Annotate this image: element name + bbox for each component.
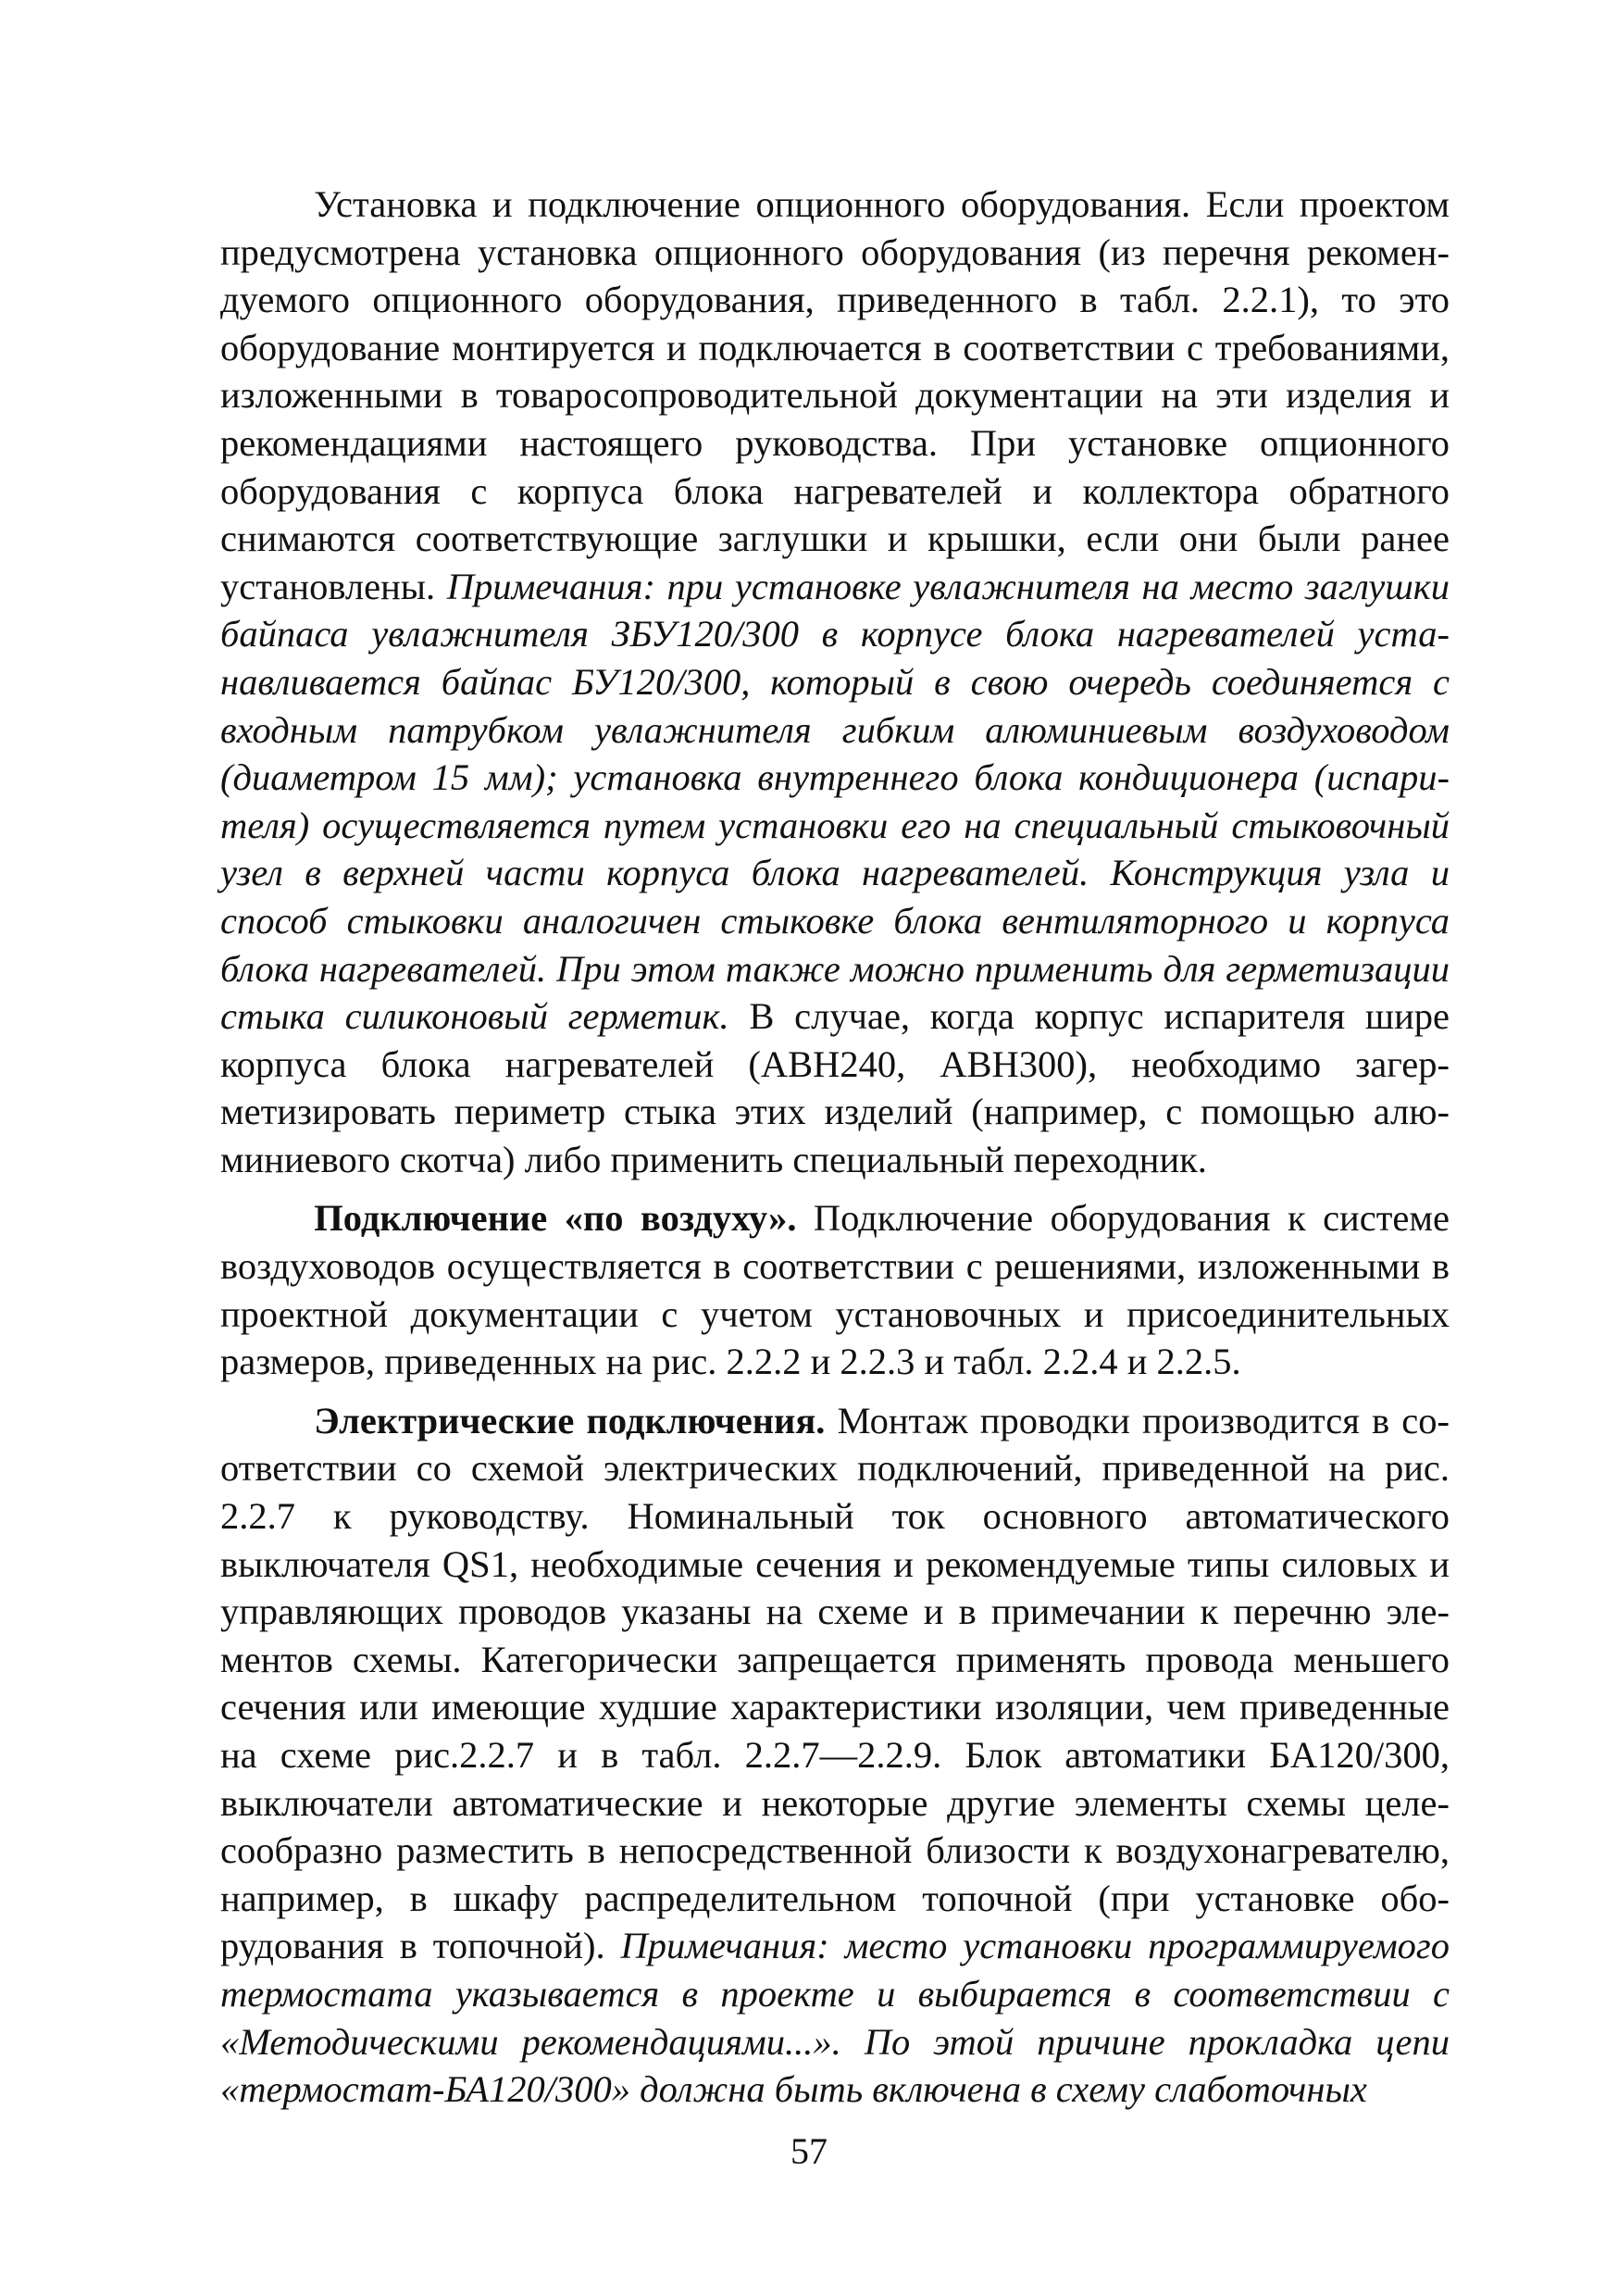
paragraph-air-connection [220,1194,1450,1385]
paragraph-1-text-2: В случае, когда корпус испарителя шире корпуса блока нагревателей (АВН240, АВН300), необходимо загерметизировать периметр стыка этих изделий (например, с помощью алюминиевого скотча) либо применить специальный переходник. [220,995,1450,1180]
paragraph-electrical-connections [220,1397,1450,2114]
paragraph-3-note: Примечания: место установки программируемого термостата указывается в проекте и выбирается в соответствии с «Методическими рекомендациями...». По этой причине прокладка цепи «термостат-БА120/300» должна быть включена в схему слаботочных [220,1925,1450,2111]
paragraph-3-text: Монтаж проводки производится в соответствии со схемой электрических подключений, приведенной на рис. 2.2.7 к руководству. Номинальный ток основного автоматического выключателя QS1, необходимые сечения и рекомендуемые типы силовых и управляющих проводов указаны на схеме и в примечании к перечню элементов схемы. Категорически запрещается применять провода меньшего сечения или имеющие худшие характеристики изоляции, чем приведенные на схеме рис.2.2.7 и в табл. 2.2.7—2.2.9. Блок автоматики БА120/300, выключатели автоматические и некоторые другие элементы схемы целесообразно разместить в непосредственной близости к воздухонагревателю, например, в шкафу распределительном топочной (при установке оборудования в топочной). [220,1399,1450,1967]
page-number: 57 [790,2130,828,2172]
paragraph-1-note: Примечания: при установке увлажнителя на место заглушки байпаса увлажнителя ЗБУ120/300 в корпусе блока нагревателей устанавливается байпас БУ120/300, который в свою очередь соединяется с входным патрубком увлажнителя гибким алюминиевым воздуховодом (диаметром 15 мм); установка внутреннего блока кондиционера (испарителя) осуществляется путем установки его на специальный стыковочный узел в верхней части корпуса блока нагревателей. Конструкция узла и способ стыковки аналогичен стыковке блока вентиляторного и корпуса блока нагревателей. При этом также можно применить для герметизации стыка силиконовый герметик. [220,565,1450,1038]
paragraph-3-heading: Электрические подключения. [314,1399,826,1441]
page-body [220,181,1450,2114]
paragraph-optional-equipment [220,181,1450,1183]
paragraph-2-heading: Подключение «по воздуху». [314,1197,797,1240]
paragraph-2-text: Подключение оборудования к системе воздуховодов осуществляется в соответствии с решениями, изложенными в проектной документации с учетом установочных и присоединительных размеров, приведенных на рис. 2.2.2 и 2.2.3 и табл. 2.2.4 и 2.2.5. [220,1197,1450,1383]
paragraph-1-text-1: Установка и подключение опционного оборудования. Если проектом предусмотрена установка опционного оборудования (из перечня рекомендуемого опционного оборудования, приведенного в табл. 2.2.1), то это оборудование монтируется и подключается в соответствии с требованиями, изложенными в товаросопроводительной документации на эти изделия и рекомендациями настоящего руководства. При установке опционного оборудования с корпуса блока нагревателей и коллектора обратного снимаются соответствующие заглушки и крышки, если они были ранее установлены. [220,183,1450,607]
